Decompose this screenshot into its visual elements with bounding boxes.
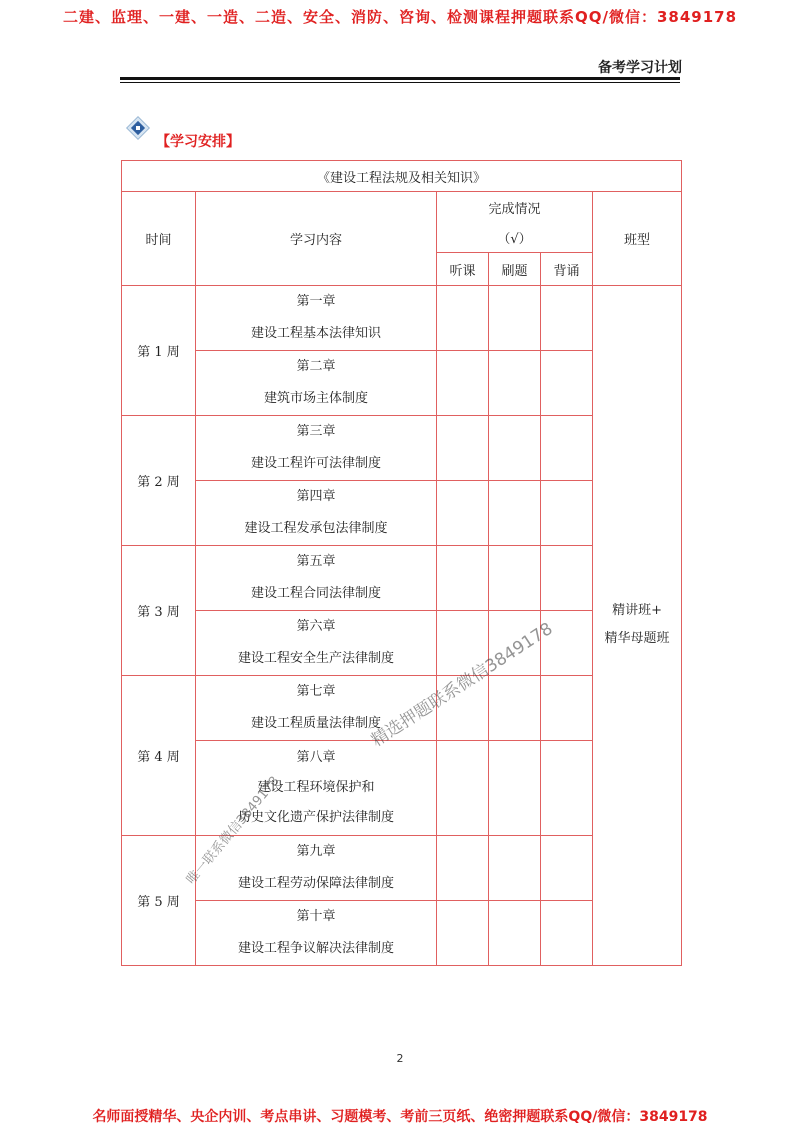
- chapter-content: [196, 351, 437, 416]
- chapter-title: 建设工程安全生产法律制度: [237, 651, 394, 666]
- week-label: 第 4 周: [122, 676, 196, 836]
- chapter-title: 建筑市场主体制度: [263, 391, 368, 406]
- watermark-diagonal: 精选押题联系微信3849178: [367, 618, 557, 751]
- chapter-title: 建设工程许可法律制度: [250, 456, 381, 471]
- checkbox-recite[interactable]: [541, 900, 593, 965]
- checkbox-listen[interactable]: [437, 286, 489, 351]
- col-header-class: 班型: [593, 192, 682, 286]
- week-label: 第 3 周: [122, 546, 196, 676]
- chapter-number: 第一章: [296, 294, 336, 309]
- checkbox-practice[interactable]: [489, 900, 541, 965]
- checkbox-listen[interactable]: [437, 835, 489, 900]
- chapter-number: 第十章: [296, 908, 336, 924]
- chapter-content: [196, 611, 437, 676]
- bottom-banner: 名师面授精华、央企内训、考点串讲、习题模考、考前三页纸、绝密押题联系QQ/微信：3849178: [92, 1109, 708, 1125]
- chapter-number: 第四章: [296, 489, 336, 504]
- chapter-content: [196, 481, 437, 546]
- top-banner: 二建、监理、一建、一造、二造、安全、消防、咨询、检测课程押题联系QQ/微信：3849178: [62, 8, 738, 26]
- checkbox-listen[interactable]: [437, 900, 489, 965]
- col-header-status-mark: （√）: [437, 223, 593, 253]
- checkbox-practice[interactable]: [489, 676, 541, 741]
- table-caption: 《建设工程法规及相关知识》: [122, 161, 682, 192]
- header-title: 备考学习计划: [598, 60, 682, 76]
- checkbox-recite[interactable]: [541, 416, 593, 481]
- week-label: 第 1 周: [122, 286, 196, 416]
- watermark-small: 唯一联系微信3849178: [183, 773, 283, 888]
- chapter-title: 建设工程基本法律知识: [250, 326, 381, 341]
- col-header-content: 学习内容: [196, 192, 437, 286]
- diamond-badge-icon: [124, 114, 152, 142]
- checkbox-listen[interactable]: [437, 416, 489, 481]
- week-label: 第 2 周: [122, 416, 196, 546]
- checkbox-listen[interactable]: [437, 481, 489, 546]
- week-label: 第 5 周: [122, 835, 196, 965]
- sub-header-practice: 刷题: [489, 253, 541, 286]
- chapter-content: [196, 835, 437, 900]
- chapter-title: 历史文化遗产保护法律制度: [237, 809, 394, 825]
- class-type: [593, 286, 682, 966]
- checkbox-practice[interactable]: [489, 351, 541, 416]
- checkbox-recite[interactable]: [541, 481, 593, 546]
- chapter-number: 第八章: [296, 749, 336, 765]
- checkbox-practice[interactable]: [489, 835, 541, 900]
- chapter-number: 第六章: [296, 619, 336, 634]
- header-rule-thick: [120, 77, 680, 80]
- chapter-title: 建设工程发承包法律制度: [244, 521, 388, 536]
- sub-header-listen: 听课: [437, 253, 489, 286]
- checkbox-listen[interactable]: [437, 546, 489, 611]
- checkbox-practice[interactable]: [489, 741, 541, 836]
- checkbox-recite[interactable]: [541, 611, 593, 676]
- chapter-number: 第九章: [296, 843, 336, 859]
- checkbox-recite[interactable]: [541, 835, 593, 900]
- chapter-content: [196, 546, 437, 611]
- page-number: 2: [396, 1052, 404, 1065]
- checkbox-listen[interactable]: [437, 351, 489, 416]
- checkbox-practice[interactable]: [489, 481, 541, 546]
- chapter-number: 第五章: [296, 554, 336, 569]
- class-type-line: 精讲班+: [612, 603, 662, 619]
- section-title: 【学习安排】: [156, 134, 240, 150]
- checkbox-practice[interactable]: [489, 286, 541, 351]
- class-type-line: 精华母题班: [604, 631, 670, 647]
- table-row: [122, 286, 682, 351]
- col-header-status: 完成情况: [437, 192, 593, 223]
- checkbox-recite[interactable]: [541, 286, 593, 351]
- checkbox-recite[interactable]: [541, 676, 593, 741]
- checkbox-practice[interactable]: [489, 546, 541, 611]
- chapter-content: [196, 286, 437, 351]
- chapter-title: 建设工程劳动保障法律制度: [237, 875, 394, 891]
- checkbox-recite[interactable]: [541, 351, 593, 416]
- checkbox-practice[interactable]: [489, 416, 541, 481]
- chapter-number: 第七章: [296, 684, 336, 699]
- checkbox-recite[interactable]: [541, 546, 593, 611]
- chapter-number: 第三章: [296, 424, 336, 439]
- col-header-time: 时间: [122, 192, 196, 286]
- chapter-title: 建设工程质量法律制度: [250, 716, 381, 731]
- header-rule-thin: [120, 82, 680, 83]
- sub-header-recite: 背诵: [541, 253, 593, 286]
- checkbox-listen[interactable]: [437, 741, 489, 836]
- checkbox-recite[interactable]: [541, 741, 593, 836]
- chapter-title: 建设工程争议解决法律制度: [237, 940, 394, 956]
- chapter-number: 第二章: [296, 359, 336, 374]
- chapter-content: [196, 900, 437, 965]
- chapter-content: [196, 416, 437, 481]
- chapter-title: 建设工程合同法律制度: [250, 586, 381, 601]
- chapter-title: 建设工程环境保护和: [257, 779, 375, 795]
